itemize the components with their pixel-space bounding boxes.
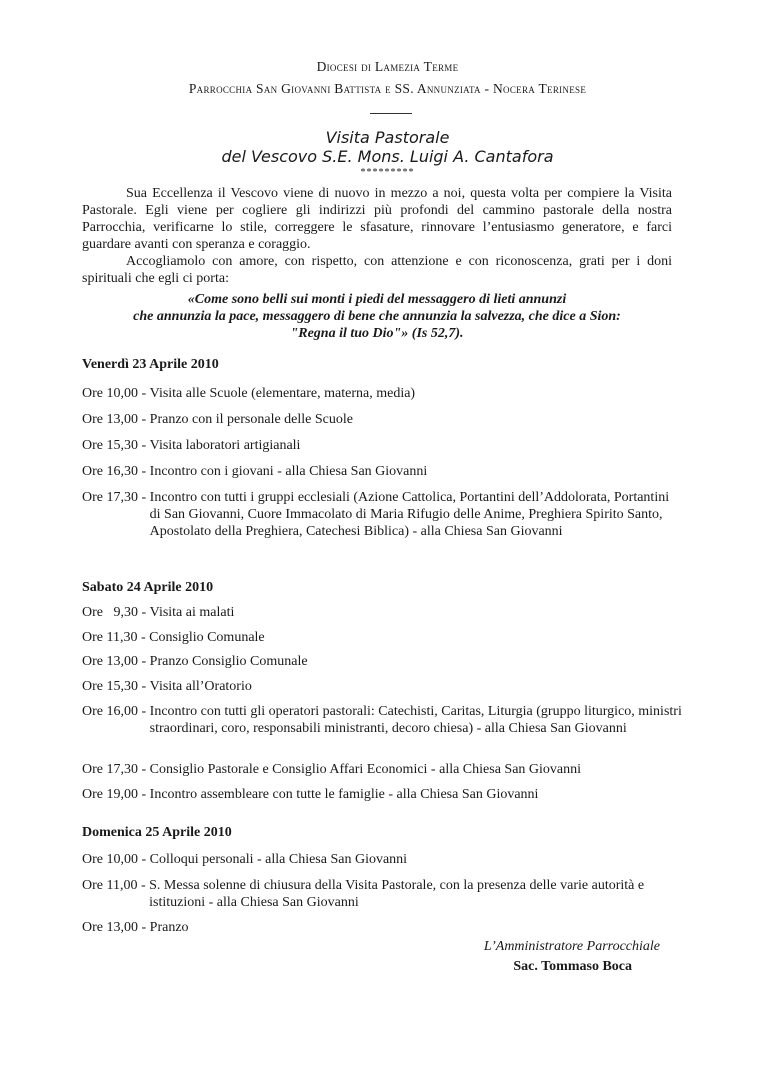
schedule-item: Ore 13,00 - Pranzo Consiglio Comunale [82, 653, 682, 670]
schedule-desc: Incontro con tutti gli operatori pastorali: Catechisti, Caritas, Liturgia (gruppo liturgico, ministri straordinari, coro, responsabili ministranti, decoro chiesa) - alla Chiesa San Giovanni [149, 704, 682, 736]
schedule-desc: Consiglio Comunale [149, 630, 265, 645]
schedule-item: Ore 10,00 - Colloqui personali - alla Chiesa San Giovanni [82, 851, 682, 868]
scripture-quote [82, 291, 672, 342]
title-stars-divider: ********* [360, 167, 415, 178]
schedule-item: Ore 15,30 - Visita laboratori artigianali [82, 437, 682, 454]
intro-paragraph-1: Sua Eccellenza il Vescovo viene di nuovo in mezzo a noi, questa volta per compiere la Visita Pastorale. Egli viene per cogliere gli indirizzi più profondi del cammino pastorale della nostra Parrocchia, verificarne lo stile, correggere le sfasature, rinnovare l’entusiasmo generatore, e farci guardare avanti con speranza e coraggio. [82, 186, 672, 252]
schedule-item: Ore 10,00 - Visita alle Scuole (elementare, materna, media) [82, 385, 682, 402]
schedule-item: Ore 11,00 - S. Messa solenne di chiusura della Visita Pastorale, con la presenza delle varie autorità e istituzioni - alla Chiesa San Giovanni [82, 877, 682, 911]
schedule-item: Ore 9,30 - Visita ai malati [82, 604, 682, 621]
schedule-item: Ore 19,00 - Incontro assembleare con tutte le famiglie - alla Chiesa San Giovanni [82, 786, 682, 803]
parish-heading: Parrocchia San Giovanni Battista e SS. Annunziata - Nocera Terinese [188, 81, 587, 96]
schedule-desc: Incontro con tutti i gruppi ecclesiali (Azione Cattolica, Portantini dell’Addolorata, Portantini di San Giovanni, Cuore Immacolato di Maria Rifugio delle Anime, Preghiera Spirito Santo, Apostolato della Preghiera, Catechesi Biblica) - alla Chiesa San Giovanni [149, 490, 670, 539]
signature-role: L’Amministratore Parrocchiale [483, 939, 660, 954]
schedule-time: Ore 15,30 [82, 438, 138, 453]
diocese-heading: Diocesi di Lamezia Terme [316, 59, 459, 74]
signature-name: Sac. Tommaso Boca [513, 959, 632, 974]
schedule-desc: Visita alle Scuole (elementare, materna, media) [149, 386, 416, 401]
schedule-item: Ore 11,30 - Consiglio Comunale [82, 629, 682, 646]
day-heading-saturday: Sabato 24 Aprile 2010 [82, 580, 214, 595]
intro-text [82, 185, 672, 287]
schedule-desc: Pranzo Consiglio Comunale [149, 654, 308, 669]
schedule-time: Ore 10,00 [82, 852, 138, 867]
schedule-desc: Visita all’Oratorio [149, 679, 252, 694]
schedule-time: Ore 13,00 [82, 412, 138, 427]
schedule-time: Ore 16,30 [82, 464, 138, 479]
schedule-time: Ore 13,00 [82, 654, 138, 669]
schedule-time: Ore 17,30 [82, 490, 138, 505]
schedule-time: Ore 19,00 [82, 787, 138, 802]
day-heading-friday: Venerdì 23 Aprile 2010 [82, 357, 219, 372]
intro-paragraph-2: Accogliamolo con amore, con rispetto, con attenzione e con riconoscenza, grati per i doni spirituali che egli ci porta: [82, 254, 672, 286]
schedule-time: Ore 11,00 [82, 878, 138, 893]
schedule-item: Ore 13,00 - Pranzo [82, 919, 682, 936]
schedule-desc: S. Messa solenne di chiusura della Visita Pastorale, con la presenza delle varie autorità e istituzioni - alla Chiesa San Giovanni [149, 878, 645, 910]
schedule-item: Ore 16,00 - Incontro con tutti gli operatori pastorali: Catechisti, Caritas, Liturgia (gruppo liturgico, ministri straordinari, coro, responsabili ministranti, decoro chiesa) - alla Chiesa San Giovanni [82, 704, 682, 736]
schedule-time: Ore 13,00 [82, 920, 138, 935]
schedule-time: Ore 11,30 [82, 630, 138, 645]
schedule-time: Ore 10,00 [82, 386, 138, 401]
schedule-item: Ore 17,30 - Incontro con tutti i gruppi ecclesiali (Azione Cattolica, Portantini dell’Addolorata, Portantini di San Giovanni, Cuore Immacolato di Maria Rifugio delle Anime, Preghiera Spirito Santo, Apostolato della Preghiera, Catechesi Biblica) - alla Chiesa San Giovanni [82, 489, 682, 540]
quote-line: "Regna il tuo Dio"» (Is 52,7). [290, 326, 464, 341]
schedule-time: Ore 16,00 [82, 704, 138, 719]
schedule-desc: Colloqui personali - alla Chiesa San Giovanni [149, 852, 408, 867]
day-heading-sunday: Domenica 25 Aprile 2010 [82, 825, 232, 840]
schedule-desc: Pranzo con il personale delle Scuole [149, 412, 353, 427]
page-title: Visita Pastorale [325, 128, 450, 147]
header-divider [370, 113, 412, 114]
schedule-item: Ore 17,30 - Consiglio Pastorale e Consiglio Affari Economici - alla Chiesa San Giovanni [82, 761, 682, 778]
quote-line: che annunzia la pace, messaggero di bene che annunzia la salvezza, che dice a Sion: [133, 309, 621, 324]
quote-line: «Come sono belli sui monti i piedi del messaggero di lieti annunzi [187, 292, 567, 307]
schedule-item: Ore 16,30 - Incontro con i giovani - alla Chiesa San Giovanni [82, 463, 682, 480]
schedule-item: Ore 13,00 - Pranzo con il personale delle Scuole [82, 411, 682, 428]
schedule-desc: Incontro assembleare con tutte le famiglie - alla Chiesa San Giovanni [149, 787, 539, 802]
schedule-desc: Visita ai malati [149, 605, 235, 620]
schedule-desc: Visita laboratori artigianali [149, 438, 301, 453]
page-subtitle: del Vescovo S.E. Mons. Luigi A. Cantafora [221, 147, 554, 166]
schedule-time: Ore 9,30 [82, 605, 138, 620]
schedule-desc: Incontro con i giovani - alla Chiesa San Giovanni [149, 464, 428, 479]
schedule-item: Ore 15,30 - Visita all’Oratorio [82, 678, 682, 695]
schedule-desc: Consiglio Pastorale e Consiglio Affari Economici - alla Chiesa San Giovanni [149, 762, 582, 777]
schedule-time: Ore 17,30 [82, 762, 138, 777]
schedule-time: Ore 15,30 [82, 679, 138, 694]
schedule-desc: Pranzo [149, 920, 189, 935]
